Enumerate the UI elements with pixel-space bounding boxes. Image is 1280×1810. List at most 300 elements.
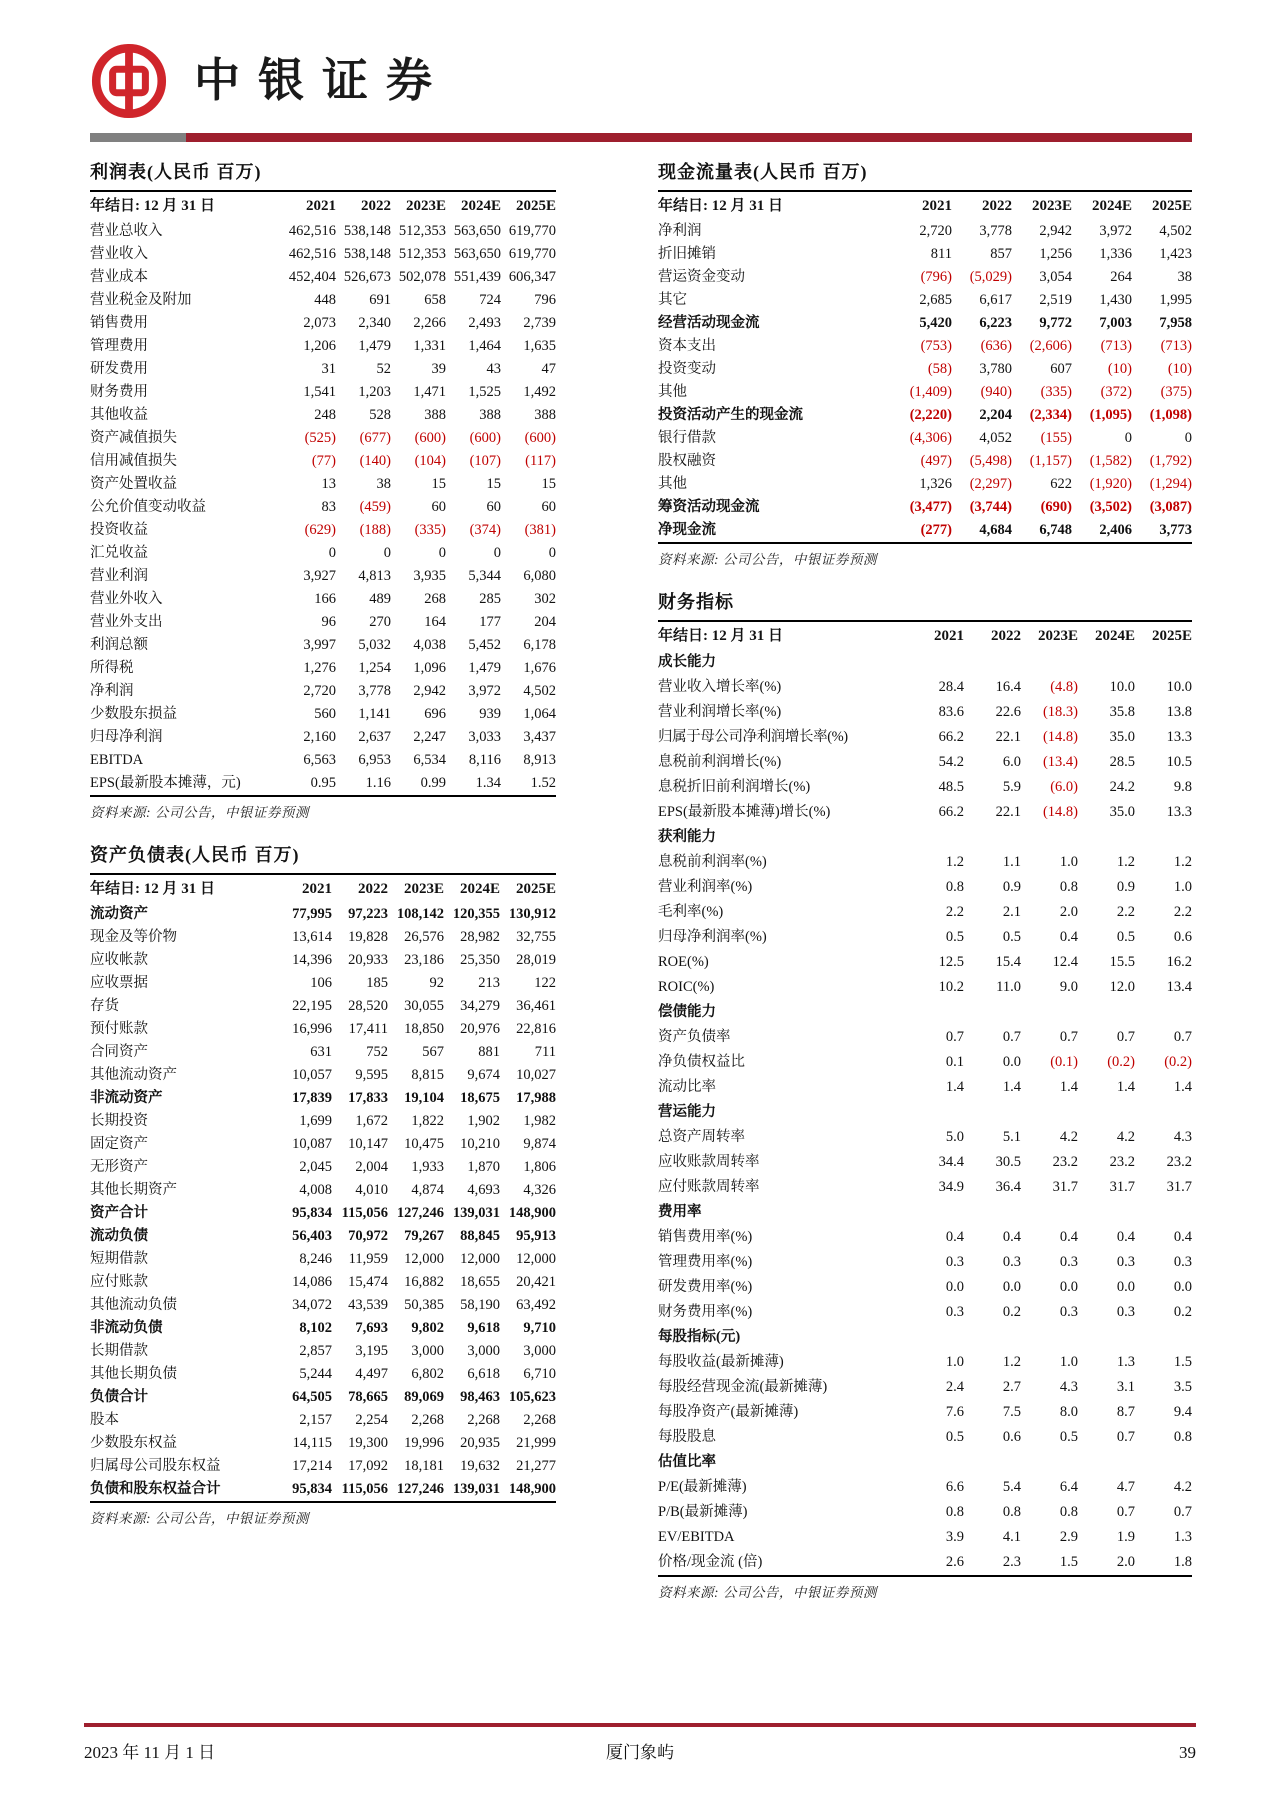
table-row <box>90 404 556 427</box>
value-cell: 0.6 <box>1173 929 1192 946</box>
table-row <box>90 995 556 1018</box>
table-row <box>658 1525 1192 1550</box>
table-header-label: 年结日: 12 月 31 日 <box>658 198 783 214</box>
value-cell: 13.3 <box>1166 804 1192 821</box>
table-row <box>90 1133 556 1156</box>
year-column-header: 2022 <box>358 881 388 897</box>
value-cell: (372) <box>1100 384 1132 401</box>
value-cell: (600) <box>524 430 556 447</box>
value-cell: 10.5 <box>1166 754 1192 771</box>
value-cell: 0.5 <box>1116 929 1135 946</box>
row-label: 净利润 <box>658 223 702 240</box>
value-cell: 1,479 <box>468 660 501 677</box>
value-cell: 60 <box>541 499 556 516</box>
balance-sheet-section <box>90 839 556 1527</box>
value-cell: 2,268 <box>411 1412 444 1429</box>
table-row <box>90 1432 556 1455</box>
section-header-row <box>658 825 1192 850</box>
value-cell: 6,802 <box>411 1366 444 1383</box>
financial-indicators-section <box>658 586 1192 1601</box>
row-label: 净负债权益比 <box>658 1054 745 1071</box>
value-cell: 4,874 <box>411 1182 444 1199</box>
value-cell: (713) <box>1100 338 1132 355</box>
value-cell: 19,828 <box>348 929 388 946</box>
value-cell: 2.0 <box>1059 904 1078 921</box>
value-cell: 5,244 <box>299 1366 332 1383</box>
value-cell: 3,437 <box>523 729 556 746</box>
value-cell: 512,353 <box>398 223 446 240</box>
value-cell: 3.1 <box>1116 1379 1135 1396</box>
value-cell: 1.0 <box>1059 1354 1078 1371</box>
row-label: 流动负债 <box>90 1228 148 1245</box>
value-cell: (1,095) <box>1089 407 1132 424</box>
value-cell: 0 <box>328 545 336 562</box>
row-label: 存货 <box>90 998 119 1015</box>
value-cell: 0 <box>1184 430 1192 447</box>
row-label: 研发费用 <box>90 361 148 378</box>
value-cell: 16,996 <box>292 1021 332 1038</box>
table-row <box>90 749 556 772</box>
row-label: 其他 <box>658 384 687 401</box>
value-cell: 1,203 <box>358 384 391 401</box>
value-cell: 939 <box>479 706 501 723</box>
row-label: 资产处置收益 <box>90 476 177 493</box>
row-label: 营业收入增长率(%) <box>658 679 782 696</box>
table-row <box>90 450 556 473</box>
value-cell: (1,409) <box>909 384 952 401</box>
table-row <box>90 772 556 796</box>
value-cell: 512,353 <box>398 246 446 263</box>
value-cell: 658 <box>424 292 446 309</box>
financial-indicators-table <box>658 623 1192 1577</box>
table-header-row <box>90 876 556 903</box>
table-row <box>90 1087 556 1110</box>
row-label: 负债合计 <box>90 1389 148 1406</box>
value-cell: 34,072 <box>292 1297 332 1314</box>
row-label: 经营活动现金流 <box>658 315 760 332</box>
value-cell: 148,900 <box>508 1205 556 1222</box>
value-cell: 857 <box>990 246 1012 263</box>
value-cell: 2,073 <box>303 315 336 332</box>
value-cell <box>1021 825 1078 850</box>
value-cell: 17,839 <box>292 1090 332 1107</box>
row-label: 每股净资产(最新摊薄) <box>658 1404 799 1421</box>
value-cell: 5.9 <box>1002 779 1021 796</box>
right-column <box>658 156 1192 1619</box>
value-cell: 796 <box>534 292 556 309</box>
value-cell <box>1021 1450 1078 1475</box>
value-cell: 10,027 <box>516 1067 556 1084</box>
value-cell: 0 <box>1124 430 1132 447</box>
value-cell: 3,927 <box>303 568 336 585</box>
value-cell: 4,010 <box>355 1182 388 1199</box>
year-column-header: 2024E <box>459 881 500 897</box>
value-cell: (18.3) <box>1042 704 1078 721</box>
value-cell: 15,474 <box>348 1274 388 1291</box>
table-row <box>658 900 1192 925</box>
value-cell: 8.7 <box>1116 1404 1135 1421</box>
value-cell: 48.5 <box>938 779 964 796</box>
value-cell: 696 <box>424 706 446 723</box>
value-cell: 0.7 <box>1059 1029 1078 1046</box>
value-cell: 551,439 <box>453 269 501 286</box>
table-row <box>658 1300 1192 1325</box>
row-label: 每股经营现金流(最新摊薄) <box>658 1379 828 1396</box>
value-cell: 3,195 <box>355 1343 388 1360</box>
value-cell: 2,942 <box>1039 223 1072 240</box>
table-row <box>90 1271 556 1294</box>
value-cell: 0.2 <box>1002 1304 1021 1321</box>
value-cell: 0.8 <box>1059 879 1078 896</box>
table-row <box>658 427 1192 450</box>
row-label: 应收票据 <box>90 975 148 992</box>
value-cell: 4,502 <box>523 683 556 700</box>
value-cell: 3,000 <box>523 1343 556 1360</box>
value-cell: 18,181 <box>404 1458 444 1475</box>
row-label: 长期投资 <box>90 1113 148 1130</box>
value-cell: 47 <box>541 361 556 378</box>
value-cell: 724 <box>479 292 501 309</box>
value-cell: 1,256 <box>1039 246 1072 263</box>
cash-flow-title: 现金流量表(人民币 百万) <box>658 156 1192 192</box>
value-cell: 20,421 <box>516 1274 556 1291</box>
value-cell: 106 <box>310 975 332 992</box>
value-cell: 2,942 <box>413 683 446 700</box>
row-label: 息税折旧前利润增长(%) <box>658 779 811 796</box>
income-statement-title: 利润表(人民币 百万) <box>90 156 556 192</box>
value-cell: (335) <box>414 522 446 539</box>
value-cell: 6,178 <box>523 637 556 654</box>
boc-logo-icon <box>90 42 168 120</box>
value-cell: 1.0 <box>1059 854 1078 871</box>
row-label: 所得税 <box>90 660 134 677</box>
value-cell: (335) <box>1040 384 1072 401</box>
row-label: 现金及等价物 <box>90 929 177 946</box>
value-cell: 1.3 <box>1116 1354 1135 1371</box>
value-cell: 0.4 <box>1059 1229 1078 1246</box>
row-label: 毛利率(%) <box>658 904 724 921</box>
table-header-label: 年结日: 12 月 31 日 <box>90 198 215 214</box>
value-cell <box>907 825 964 850</box>
row-label: 营业利润增长率(%) <box>658 704 782 721</box>
value-cell: 0.3 <box>1059 1304 1078 1321</box>
year-column-header: 2022 <box>991 628 1021 644</box>
value-cell: 0.7 <box>1173 1504 1192 1521</box>
row-label: 折旧摊销 <box>658 246 716 263</box>
value-cell: 35.0 <box>1109 804 1135 821</box>
value-cell: 1.2 <box>1002 1354 1021 1371</box>
table-row <box>90 1156 556 1179</box>
value-cell <box>1135 1000 1192 1025</box>
row-label: 估值比率 <box>658 1454 716 1471</box>
value-cell: 2,720 <box>919 223 952 240</box>
table-row <box>658 473 1192 496</box>
value-cell: 3,773 <box>1159 522 1192 539</box>
row-label: 流动比率 <box>658 1079 716 1096</box>
value-cell: 16,882 <box>404 1274 444 1291</box>
table-row <box>90 926 556 949</box>
value-cell: 19,632 <box>460 1458 500 1475</box>
value-cell: (1,582) <box>1089 453 1132 470</box>
value-cell: 6,748 <box>1039 522 1072 539</box>
table-row <box>90 427 556 450</box>
table-row <box>658 358 1192 381</box>
value-cell: 3,000 <box>467 1343 500 1360</box>
value-cell: 1,141 <box>358 706 391 723</box>
table-row <box>658 725 1192 750</box>
row-label: 营业成本 <box>90 269 148 286</box>
value-cell <box>1078 1450 1135 1475</box>
table-row <box>90 1041 556 1064</box>
value-cell: 248 <box>314 407 336 424</box>
value-cell: 1.2 <box>1116 854 1135 871</box>
value-cell: 1.4 <box>1173 1079 1192 1096</box>
table-header-row <box>658 193 1192 220</box>
row-label: 非流动资产 <box>90 1090 163 1107</box>
value-cell: 2.7 <box>1002 1379 1021 1396</box>
row-label: 管理费用 <box>90 338 148 355</box>
table-header-label: 年结日: 12 月 31 日 <box>658 628 783 644</box>
value-cell: 185 <box>366 975 388 992</box>
table-row <box>90 657 556 680</box>
row-label: 固定资产 <box>90 1136 148 1153</box>
row-label: 营业利润 <box>90 568 148 585</box>
value-cell: 5,344 <box>468 568 501 585</box>
value-cell: 2,406 <box>1099 522 1132 539</box>
value-cell: 115,056 <box>341 1481 388 1498</box>
footer-divider <box>84 1723 1196 1727</box>
year-column-header: 2021 <box>922 198 952 214</box>
value-cell: 31 <box>321 361 336 378</box>
value-cell: 10.0 <box>1166 679 1192 696</box>
value-cell: 2,493 <box>468 315 501 332</box>
value-cell: 462,516 <box>288 223 336 240</box>
brand-name: 中银证券 <box>194 55 450 106</box>
value-cell: 8.0 <box>1059 1404 1078 1421</box>
year-column-header: 2022 <box>361 198 391 214</box>
financial-indicators-title: 财务指标 <box>658 586 1192 622</box>
table-row <box>658 1425 1192 1450</box>
value-cell <box>907 1000 964 1025</box>
value-cell: 9.8 <box>1173 779 1192 796</box>
value-cell: 4,326 <box>523 1182 556 1199</box>
value-cell <box>964 1325 1021 1350</box>
value-cell: 4.2 <box>1116 1129 1135 1146</box>
row-label: 投资变动 <box>658 361 716 378</box>
value-cell: (2,297) <box>969 476 1012 493</box>
year-column-header: 2022 <box>982 198 1012 214</box>
value-cell: 19,996 <box>404 1435 444 1452</box>
value-cell: 23.2 <box>1052 1154 1078 1171</box>
value-cell: 31.7 <box>1166 1179 1192 1196</box>
footer-date: 2023 年 11 月 1 日 <box>84 1743 216 1762</box>
value-cell: 66.2 <box>938 729 964 746</box>
row-label: 每股收益(最新摊薄) <box>658 1354 784 1371</box>
value-cell: 7,003 <box>1099 315 1132 332</box>
value-cell: 0.8 <box>945 1504 964 1521</box>
value-cell <box>1135 650 1192 675</box>
value-cell: (600) <box>469 430 501 447</box>
row-label: 总资产周转率 <box>658 1129 745 1146</box>
table-row <box>90 1179 556 1202</box>
year-column-header: 2023E <box>403 881 444 897</box>
value-cell: 15 <box>431 476 446 493</box>
table-row <box>90 1018 556 1041</box>
value-cell <box>964 650 1021 675</box>
value-cell: 2.2 <box>1116 904 1135 921</box>
value-cell: 0.95 <box>310 775 336 792</box>
value-cell: 52 <box>376 361 391 378</box>
table-row <box>90 1317 556 1340</box>
value-cell: 13.3 <box>1166 729 1192 746</box>
value-cell: 66.2 <box>938 804 964 821</box>
value-cell: 70,972 <box>348 1228 388 1245</box>
value-cell: 2,685 <box>919 292 952 309</box>
value-cell: 127,246 <box>396 1205 444 1222</box>
balance-sheet-title: 资产负债表(人民币 百万) <box>90 839 556 875</box>
value-cell: (5,498) <box>969 453 1012 470</box>
row-label: 资产减值损失 <box>90 430 177 447</box>
value-cell: 1.3 <box>1173 1529 1192 1546</box>
value-cell: 28,520 <box>348 998 388 1015</box>
value-cell: 2,720 <box>303 683 336 700</box>
value-cell: 15.4 <box>995 954 1021 971</box>
value-cell: 25,350 <box>460 952 500 969</box>
value-cell: 108,142 <box>396 906 444 923</box>
table-row <box>658 289 1192 312</box>
value-cell: 4.3 <box>1059 1379 1078 1396</box>
value-cell: 95,913 <box>516 1228 556 1245</box>
value-cell: 3.9 <box>945 1529 964 1546</box>
value-cell: 606,347 <box>508 269 556 286</box>
table-row <box>90 703 556 726</box>
value-cell: 28.5 <box>1109 754 1135 771</box>
value-cell: 0.3 <box>1116 1254 1135 1271</box>
value-cell: 1.1 <box>1002 854 1021 871</box>
value-cell: 83 <box>321 499 336 516</box>
row-label: 筹资活动现金流 <box>658 499 760 516</box>
value-cell: 0.4 <box>1059 929 1078 946</box>
table-row <box>658 220 1192 243</box>
value-cell: 35.8 <box>1109 704 1135 721</box>
value-cell: 9.0 <box>1059 979 1078 996</box>
value-cell: 1,672 <box>355 1113 388 1130</box>
value-cell: 17,988 <box>516 1090 556 1107</box>
year-column-header: 2024E <box>1094 628 1135 644</box>
value-cell: 12,000 <box>404 1251 444 1268</box>
value-cell: 2,254 <box>355 1412 388 1429</box>
value-cell: 5,452 <box>468 637 501 654</box>
row-label: 非流动负债 <box>90 1320 163 1337</box>
value-cell <box>1021 1100 1078 1125</box>
table-row <box>658 519 1192 543</box>
row-label: 营业税金及附加 <box>90 292 192 309</box>
value-cell: 1,870 <box>467 1159 500 1176</box>
value-cell: 8,246 <box>299 1251 332 1268</box>
value-cell: 270 <box>369 614 391 631</box>
value-cell <box>1021 1000 1078 1025</box>
row-label: 银行借款 <box>658 430 716 447</box>
table-header-label: 年结日: 12 月 31 日 <box>90 881 215 897</box>
row-label: 应收账款周转率 <box>658 1154 760 1171</box>
table-row <box>658 1050 1192 1075</box>
value-cell: 5.4 <box>1002 1479 1021 1496</box>
row-label: 归属母公司股东权益 <box>90 1458 221 1475</box>
value-cell: 9,772 <box>1039 315 1072 332</box>
year-column-header: 2023E <box>405 198 446 214</box>
value-cell: 139,031 <box>452 1481 500 1498</box>
value-cell: 0.0 <box>1173 1279 1192 1296</box>
value-cell: 0.3 <box>1116 1304 1135 1321</box>
value-cell: 1.52 <box>530 775 556 792</box>
value-cell: 130,912 <box>508 906 556 923</box>
value-cell: 1,464 <box>468 338 501 355</box>
value-cell: (0.2) <box>1164 1054 1192 1071</box>
value-cell: 28,019 <box>516 952 556 969</box>
value-cell: 28,982 <box>460 929 500 946</box>
value-cell: 2,857 <box>299 1343 332 1360</box>
row-label: 息税前利润率(%) <box>658 854 767 871</box>
value-cell: 1.4 <box>1002 1079 1021 1096</box>
value-cell: 0.7 <box>1116 1429 1135 1446</box>
value-cell: 3.5 <box>1173 1379 1192 1396</box>
row-label: 净现金流 <box>658 522 716 539</box>
value-cell: 8,116 <box>468 752 501 769</box>
value-cell: 3,778 <box>979 223 1012 240</box>
value-cell: 10,087 <box>292 1136 332 1153</box>
value-cell: 560 <box>314 706 336 723</box>
value-cell: 0.9 <box>1002 879 1021 896</box>
value-cell: 13.4 <box>1166 979 1192 996</box>
value-cell: 563,650 <box>453 246 501 263</box>
value-cell: 20,976 <box>460 1021 500 1038</box>
table-row <box>658 266 1192 289</box>
value-cell: 20,933 <box>348 952 388 969</box>
value-cell: 1,276 <box>303 660 336 677</box>
value-cell: 3,033 <box>468 729 501 746</box>
row-label: 其他 <box>658 476 687 493</box>
table-row <box>90 496 556 519</box>
income-statement-section <box>90 156 556 821</box>
brand-header <box>90 42 450 120</box>
value-cell: 0.7 <box>1173 1029 1192 1046</box>
value-cell <box>1078 1200 1135 1225</box>
value-cell <box>1078 650 1135 675</box>
table-row <box>90 949 556 972</box>
value-cell: 18,655 <box>460 1274 500 1291</box>
value-cell: 0.2 <box>1173 1304 1192 1321</box>
value-cell: 95,834 <box>292 1205 332 1222</box>
value-cell: 1.4 <box>945 1079 964 1096</box>
value-cell: 4.2 <box>1173 1479 1192 1496</box>
value-cell: 5,032 <box>358 637 391 654</box>
value-cell: 502,078 <box>398 269 446 286</box>
value-cell: 5,420 <box>919 315 952 332</box>
value-cell: 9,618 <box>467 1320 500 1337</box>
table-row <box>658 1400 1192 1425</box>
footer-page-number: 39 <box>1179 1743 1196 1762</box>
row-label: 流动资产 <box>90 906 148 923</box>
table-row <box>90 519 556 542</box>
table-row <box>90 473 556 496</box>
value-cell: 88,845 <box>460 1228 500 1245</box>
row-label: 利润总额 <box>90 637 148 654</box>
row-label: 获利能力 <box>658 829 716 846</box>
value-cell: 11,959 <box>348 1251 388 1268</box>
value-cell: 77,995 <box>292 906 332 923</box>
value-cell <box>1078 825 1135 850</box>
row-label: 资产负债率 <box>658 1029 731 1046</box>
